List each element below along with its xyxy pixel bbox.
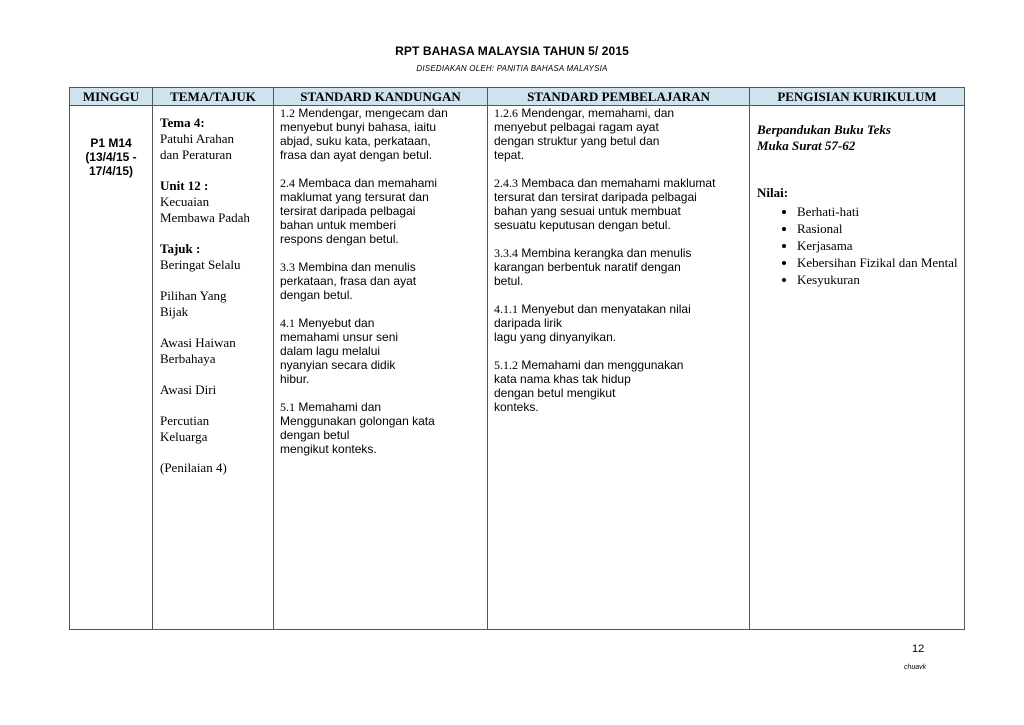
tema-label: Tema 4: [160, 115, 205, 130]
standard-pembelajaran-cell [488, 106, 750, 630]
column-header-pengisian-kurikulum: PENGISIAN KURIKULUM [750, 88, 965, 106]
nilai-item: • Kesyukuran [797, 271, 960, 288]
unit-label: Unit 12 : [160, 178, 209, 193]
kandungan-item: 1.2 Mendengar, mengecam dan menyebut bunyi bahasa, iaitu abjad, suku kata, perkataan, frasa dan ayat dengan betul. [280, 106, 448, 162]
kandungan-item: 2.4 Membaca dan memahami maklumat yang tersurat dan tersirat daripada pelbagai bahan untuk memberi respons dengan betul. [280, 176, 438, 246]
tajuk-item: Percutian [160, 413, 210, 428]
column-header-standard-kandungan: STANDARD KANDUNGAN [274, 88, 488, 106]
tajuk-item: Awasi Haiwan [160, 335, 236, 350]
tema-line: dan Peraturan [160, 147, 232, 162]
tajuk-label: Tajuk : [160, 241, 201, 256]
tajuk-item: Beringat Selalu [160, 257, 241, 272]
minggu-date-end: 17/4/15) [88, 164, 134, 178]
document-title: RPT BAHASA MALAYSIA TAHUN 5/ 2015 [395, 44, 629, 58]
pembelajaran-item: 1.2.6 Mendengar, memahami, dan menyebut pelbagai ragam ayat dengan struktur yang betul dan tepat. [494, 106, 675, 162]
kandungan-item: 3.3 Membina dan menulis perkataan, frasa dan ayat dengan betul. [280, 260, 417, 302]
table-row [70, 106, 965, 630]
column-header-standard-pembelajaran: STANDARD PEMBELAJARAN [488, 88, 750, 106]
nilai-item: • Berhati-hati [797, 203, 960, 220]
buku-teks-line: Berpandukan Buku Teks [757, 122, 891, 137]
pembelajaran-item: 2.4.3 Membaca dan memahami maklumat tersurat dan tersirat daripada pelbagai bahan yang sesuai untuk membuat sesuatu keputusan dengan betul. [494, 176, 716, 232]
lesson-plan-table [69, 87, 965, 630]
tajuk-item: Keluarga [160, 429, 208, 444]
tajuk-item: Bijak [160, 304, 189, 319]
tajuk-item: (Penilaian 4) [160, 460, 227, 475]
page-number: 12 [912, 643, 925, 655]
unit-line: Kecuaian [160, 194, 210, 209]
tajuk-item: Berbahaya [160, 351, 216, 366]
minggu-cell [70, 106, 153, 630]
pembelajaran-item: 3.3.4 Membina kerangka dan menulis karangan berbentuk naratif dengan betul. [494, 246, 692, 288]
nilai-item: • Kerjasama [797, 237, 960, 254]
minggu-week: P1 M14 [90, 136, 132, 150]
column-header-tema-tajuk: TEMA/TAJUK [153, 88, 274, 106]
nilai-item: • Rasional [797, 220, 960, 237]
nilai-item: • Kebersihan Fizikal dan Mental [797, 254, 960, 271]
pengisian-kurikulum-cell [750, 106, 965, 630]
author-mark: chuavk [904, 664, 927, 671]
pembelajaran-item: 4.1.1 Menyebut dan menyatakan nilai daripada lirik lagu yang dinyanyikan. [494, 302, 691, 344]
standard-kandungan-cell [274, 106, 488, 630]
table-header-row [70, 88, 965, 106]
muka-surat-line: Muka Surat 57-62 [757, 138, 856, 153]
tajuk-item: Awasi Diri [160, 382, 217, 397]
column-header-minggu: MINGGU [70, 88, 153, 106]
tema-line: Patuhi Arahan [160, 131, 235, 146]
minggu-date-start: (13/4/15 - [85, 150, 137, 164]
unit-line: Membawa Padah [160, 210, 250, 225]
kandungan-item: 5.1 Memahami dan Menggunakan golongan kata dengan betul mengikut konteks. [280, 400, 435, 456]
tema-tajuk-cell [153, 106, 274, 630]
tajuk-item: Pilihan Yang [160, 288, 227, 303]
nilai-list [757, 203, 960, 288]
nilai-label: Nilai: [757, 185, 789, 200]
document-subtitle: DISEDIAKAN OLEH: PANITIA BAHASA MALAYSIA [416, 64, 608, 73]
kandungan-item: 4.1 Menyebut dan memahami unsur seni dalam lagu melalui nyanyian secara didik hibur. [280, 316, 399, 386]
pembelajaran-item: 5.1.2 Memahami dan menggunakan kata nama khas tak hidup dengan betul mengikut konteks. [494, 358, 684, 414]
